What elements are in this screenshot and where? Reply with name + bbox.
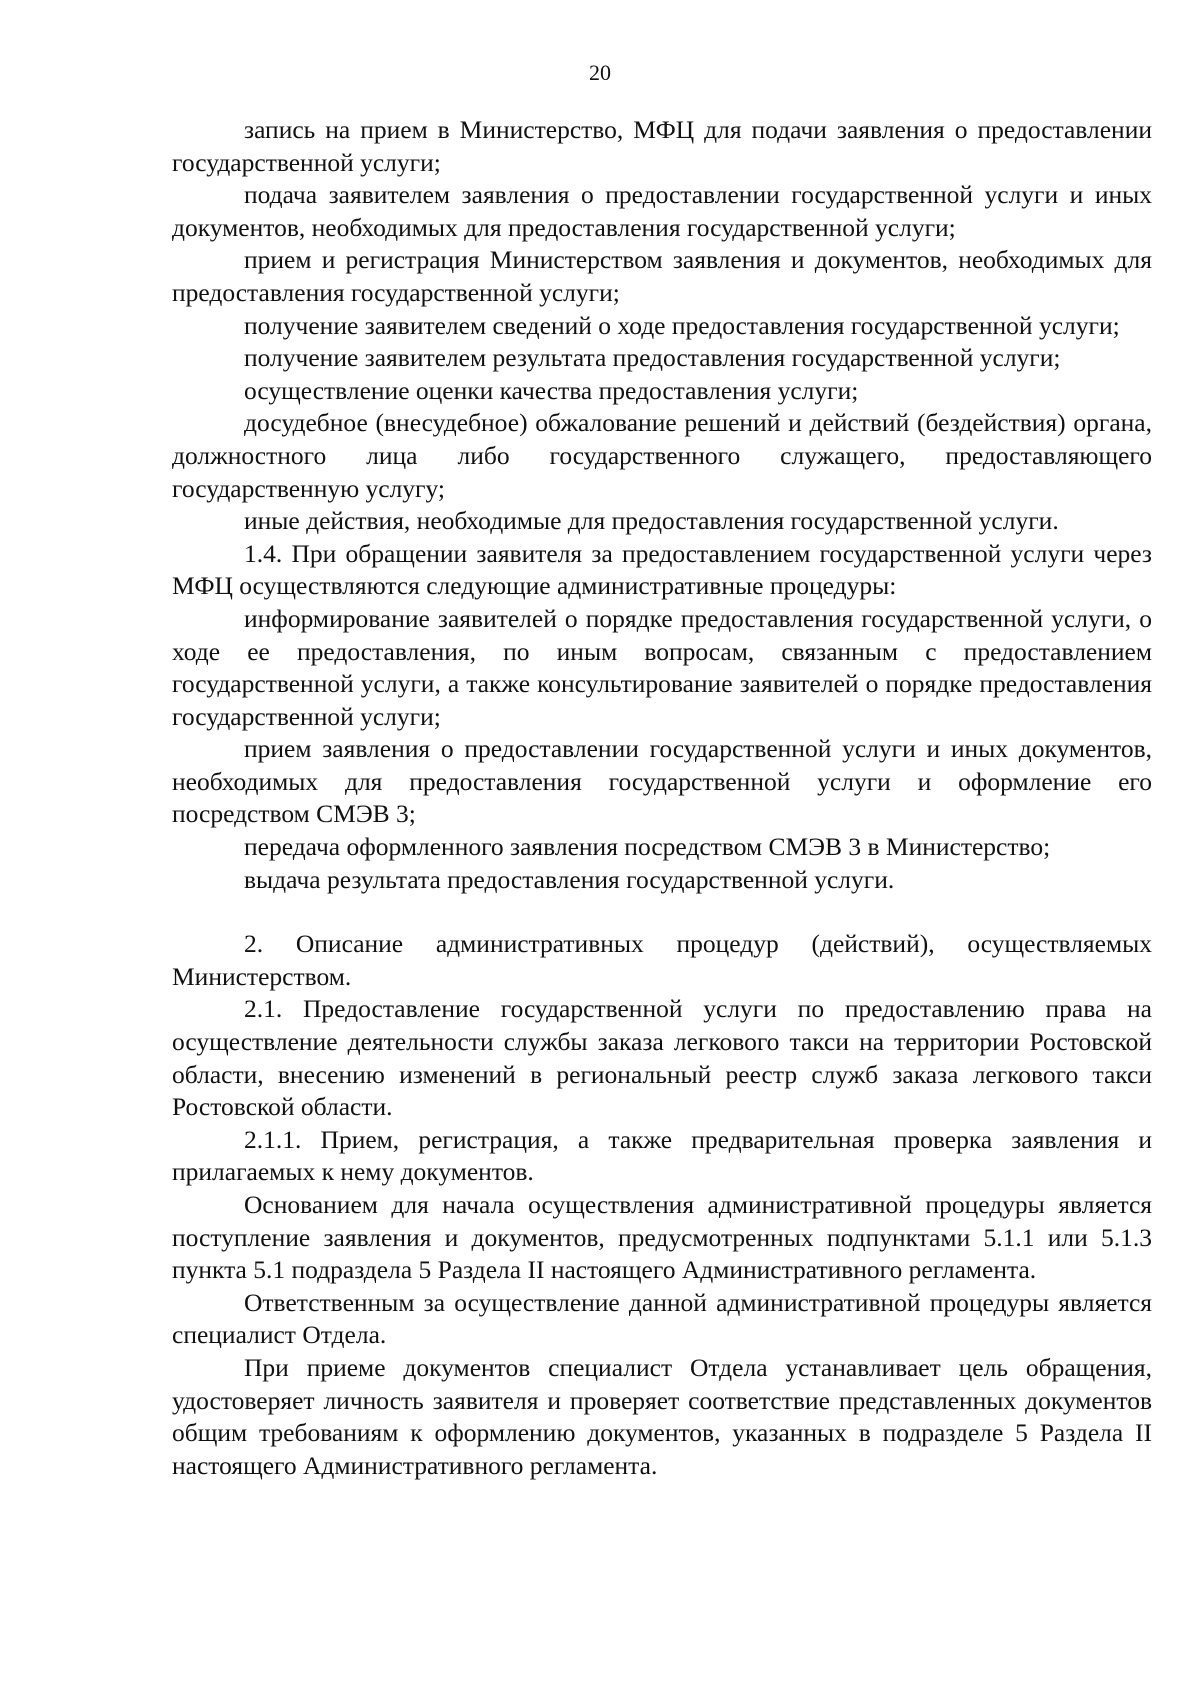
- paragraph: Ответственным за осуществление данной административной процедуры является специалист Отдела.: [172, 1287, 1152, 1350]
- paragraph: 2.1. Предоставление государственной услуги по предоставлению права на осуществление деятельности службы заказа легкового такси на территории Ростовской области, внесению изменений в региональный реестр служб заказа легкового такси Ростовской области.: [172, 994, 1152, 1122]
- paragraph: осуществление оценки качества предоставления услуги;: [244, 375, 859, 405]
- document-body: [172, 114, 1152, 1482]
- paragraph: 2.1.1. Прием, регистрация, а также предварительная проверка заявления и прилагаемых к нему документов.: [172, 1124, 1152, 1187]
- paragraph: подача заявителем заявления о предоставлении государственной услуги и иных документов, необходимых для предоставления государственной услуги;: [172, 180, 1152, 242]
- paragraph: прием заявления о предоставлении государственной услуги и иных документов, необходимых для предоставления государственной услуги и оформление его посредством СМЭВ 3;: [172, 734, 1152, 829]
- page-number: 20: [589, 60, 611, 85]
- paragraph: Основанием для начала осуществления административной процедуры является поступление заявления и документов, предусмотренных подпунктами 5.1.1 или 5.1.3 пункта 5.1 подраздела 5 Раздела II настоящего Административного регламента.: [172, 1190, 1152, 1285]
- paragraph: 1.4. При обращении заявителя за предоставлением государственной услуги через МФЦ осуществляются следующие административные процедуры:: [172, 538, 1152, 601]
- paragraph: получение заявителем сведений о ходе предоставления государственной услуги;: [244, 310, 1120, 340]
- paragraph: запись на прием в Министерство, МФЦ для подачи заявления о предоставлении государственной услуги;: [172, 115, 1152, 177]
- paragraph: получение заявителем результата предоставления государственной услуги;: [244, 343, 1061, 373]
- paragraph: информирование заявителей о порядке предоставления государственной услуги, о ходе ее предоставления, по иным вопросам, связанным с предоставлением государственной услуги, а также консультирование заявителей о порядке предоставления государственной услуги;: [172, 603, 1152, 731]
- paragraph: При приеме документов специалист Отдела устанавливает цель обращения, удостоверяет личность заявителя и проверяет соответствие представленных документов общим требованиям к оформлению документов, указанных в подразделе 5 Раздела II настоящего Административного регламента.: [172, 1352, 1152, 1480]
- paragraph: иные действия, необходимые для предоставления государственной услуги.: [244, 506, 1059, 536]
- paragraph: передача оформленного заявления посредством СМЭВ 3 в Министерство;: [244, 832, 1051, 862]
- section-heading: 2. Описание административных процедур (действий), осуществляемых Министерством.: [172, 929, 1152, 991]
- paragraph: досудебное (внесудебное) обжалование решений и действий (бездействия) органа, должностного лица либо государственного служащего, предоставляющего государственную услугу;: [172, 408, 1152, 503]
- paragraph: выдача результата предоставления государственной услуги.: [244, 864, 895, 894]
- section-gap: [172, 896, 1152, 928]
- paragraph: прием и регистрация Министерством заявления и документов, необходимых для предоставления государственной услуги;: [172, 245, 1152, 307]
